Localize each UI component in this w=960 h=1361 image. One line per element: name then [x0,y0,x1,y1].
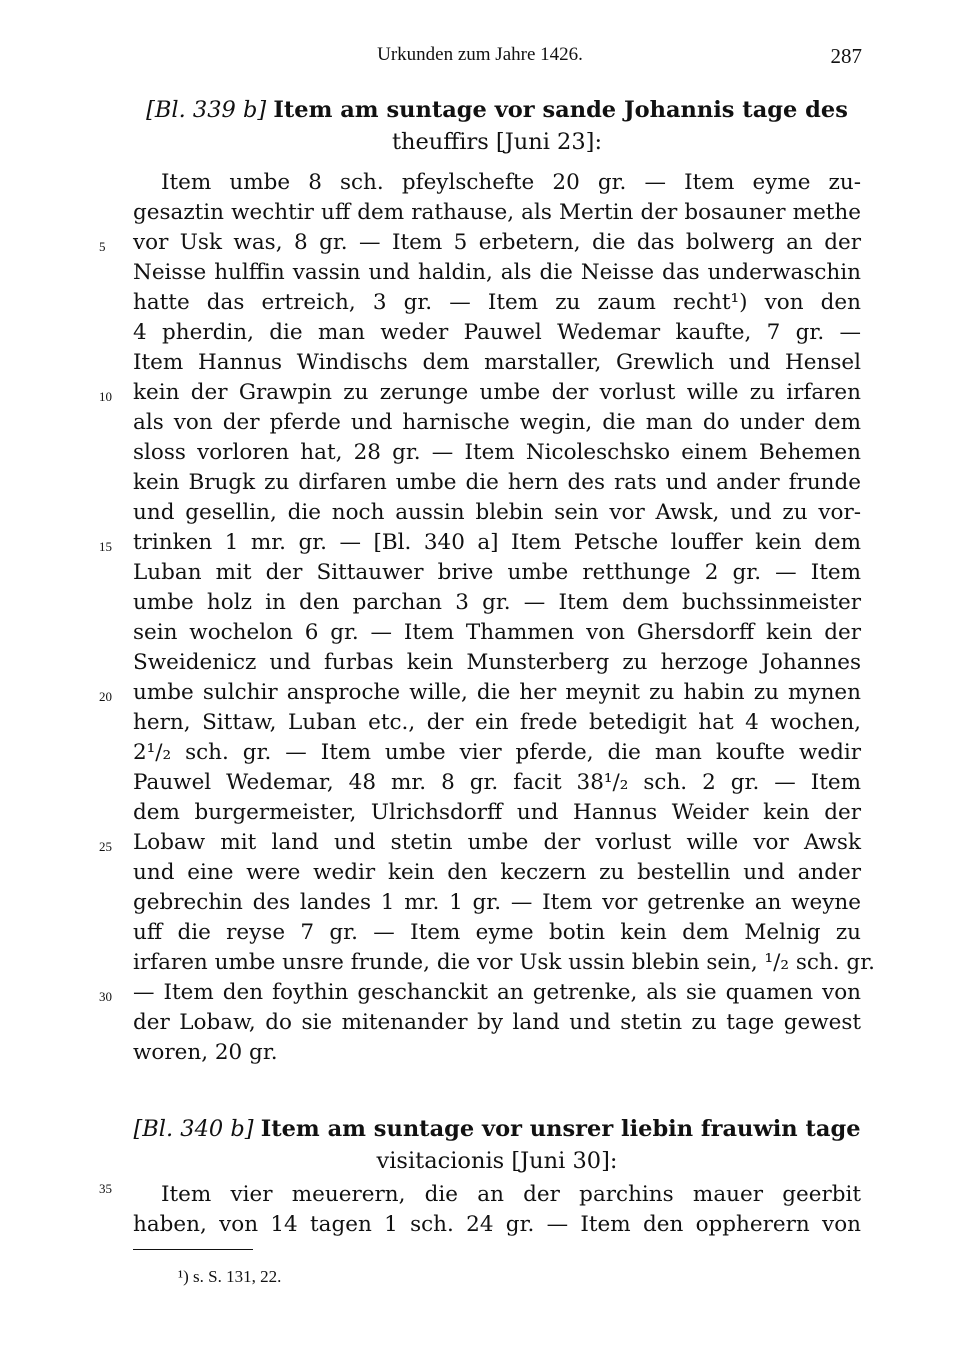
text-line: Lobaw mit land und stetin umbe der vorlust wille vor Awsk [133,830,861,855]
line-number: 10 [99,389,112,404]
line-number: 30 [99,989,112,1004]
text-line: und gesellin, die noch aussin blebin sein vor Awsk, und zu vor- [133,500,861,525]
text-line: trinken 1 mr. gr. — [Bl. 340 a] Item Petsche louffer kein dem [133,530,861,555]
text-line: Sweidenicz und furbas kein Munsterberg zu herzoge Johannes [133,650,861,675]
folio-reference: [Bl. 340 b] [133,1116,254,1142]
text-line: vor Usk was, 8 gr. — Item 5 erbetern, die das bolwerg an der [133,230,861,255]
folio-reference: [Bl. 339 b] [146,97,267,123]
footnote-rule [133,1249,253,1250]
text-line: sloss vorloren hat, 28 gr. — Item Nicoleschsko einem Behemen [133,440,861,465]
text-line: Item umbe 8 sch. pfeylschefte 20 gr. — Item eyme zu- [161,170,861,195]
text-line: haben, von 14 tagen 1 sch. 24 gr. — Item den oppherern von [133,1212,861,1237]
text-line: gebrechin des landes 1 mr. 1 gr. — Item vor getrenke an weyne [133,890,861,915]
line-number: 25 [99,839,112,854]
section-heading-1-cont: theuffirs [Juni 23]: [391,129,603,155]
heading-text: Item am suntage vor unsrer liebin frauwin tage [260,1116,861,1142]
line-number: 5 [99,239,106,254]
text-line: Pauwel Wedemar, 48 mr. 8 gr. facit 38¹/₂ sch. 2 gr. — Item [133,770,861,795]
footnote: ¹) s. S. 131, 22. [178,1267,282,1286]
text-line: kein Brugk zu dirfaren umbe die hern des rats und ander frunde [133,470,861,495]
page-number: 287 [830,44,862,68]
section-heading-1 [133,94,861,126]
section-heading-2-cont: visitacionis [Juni 30]: [376,1148,618,1174]
text-line: irfaren umbe unsre frunde, die vor Usk ussin blebin sein, ¹/₂ sch. gr. [133,950,875,975]
text-line: — Item den foythin geschanckit an getrenke, als sie quamen von [133,980,861,1005]
text-line: der Lobaw, do sie mitenander by land und stetin zu tage gewest [133,1010,861,1035]
line-number: 20 [99,689,112,704]
text-line: kein der Grawpin zu zerunge umbe der vorlust wille zu irfaren [133,380,861,405]
text-line: sein wochelon 6 gr. — Item Thammen von Ghersdorff kein der [133,620,861,645]
text-line: 2¹/₂ sch. gr. — Item umbe vier pferde, die man koufte wedir [133,740,861,765]
text-line: umbe holz in den parchan 3 gr. — Item dem buchssinmeister [133,590,861,615]
line-number: 15 [99,539,112,554]
section-heading-2 [133,1113,861,1145]
text-line: Luban mit der Sittauwer brive umbe retthunge 2 gr. — Item [133,560,861,585]
text-line: umbe sulchir ansproche wille, die her meynit zu habin zu mynen [133,680,861,705]
text-line: Item Hannus Windischs dem marstaller, Grewlich und Hensel [133,350,861,375]
heading-text: Item am suntage vor sande Johannis tage des [273,97,848,123]
line-number: 35 [99,1181,112,1196]
text-line: 4 pherdin, die man weder Pauwel Wedemar kaufte, 7 gr. — [133,320,861,345]
running-title: Urkunden zum Jahre 1426. [377,44,583,65]
text-line: Item vier meuerern, die an der parchins mauer geerbit [161,1182,861,1207]
text-line: hatte das ertreich, 3 gr. — Item zu zaum recht¹) von den [133,290,861,315]
text-line: und eine were wedir kein den keczern zu bestellin und ander [133,860,861,885]
text-line: woren, 20 gr. [133,1040,278,1065]
text-line: gesaztin wechtir uff dem rathause, als Mertin der bosauner methe [133,200,861,225]
text-line: dem burgermeister, Ulrichsdorff und Hannus Weider kein der [133,800,861,825]
text-line: als von der pferde und harnische wegin, die man do under dem [133,410,861,435]
text-line: hern, Sittaw, Luban etc., der ein frede betedigit hat 4 wochen, [133,710,861,735]
text-line: Neisse hulffin vassin und haldin, als die Neisse das underwaschin [133,260,861,285]
text-line: uff die reyse 7 gr. — Item eyme botin kein dem Melnig zu [133,920,861,945]
